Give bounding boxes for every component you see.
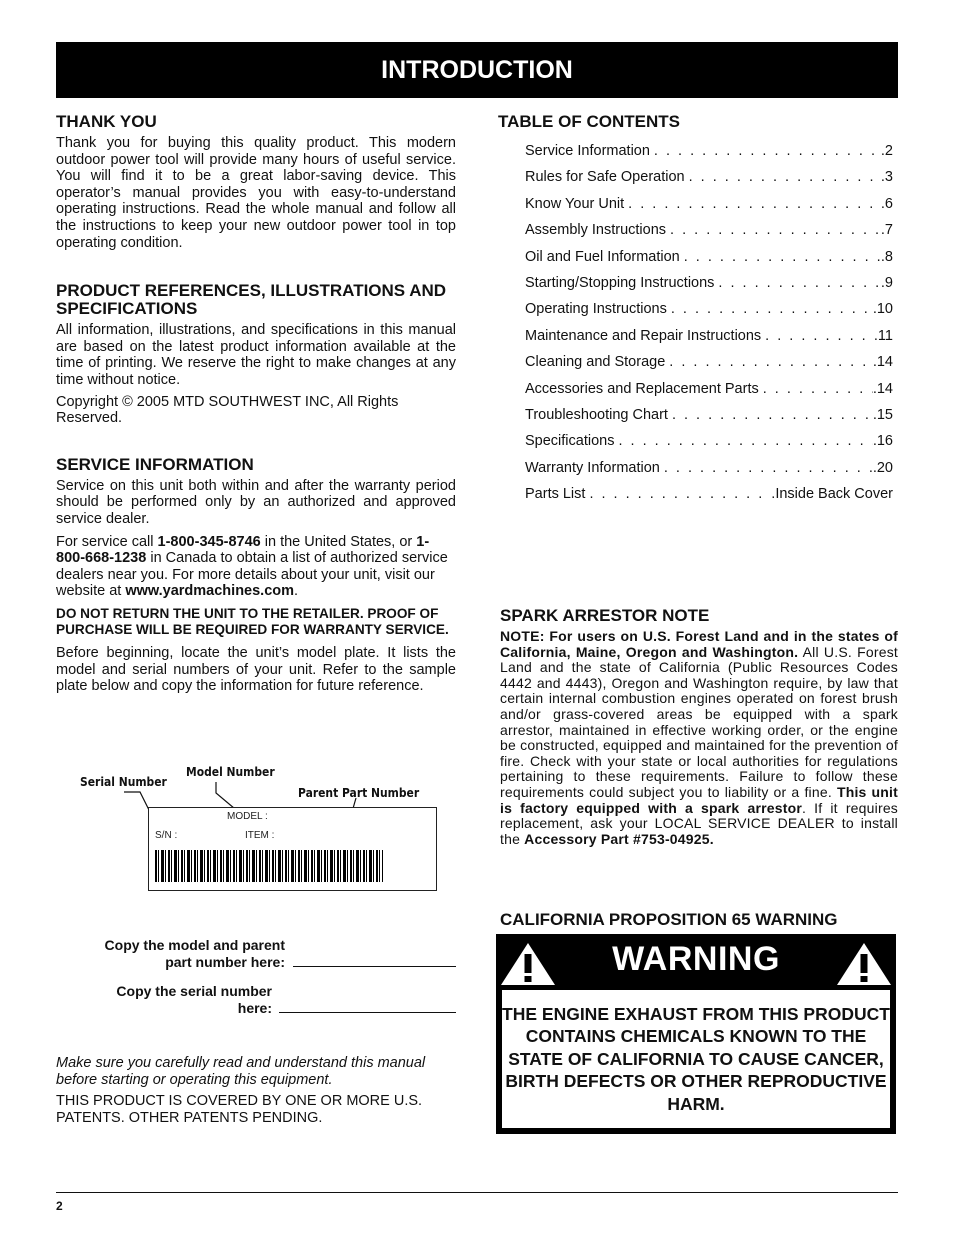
- toc-row[interactable]: [525, 143, 893, 169]
- section-banner: [56, 42, 898, 98]
- toc-leader-dots: [665, 354, 873, 370]
- warning-title: WARNING: [612, 940, 780, 978]
- toc-leader-dots: [660, 460, 873, 476]
- copy-serial-label: [56, 983, 272, 1017]
- left-column: [56, 113, 456, 695]
- plate-item-field: ITEM :: [245, 830, 275, 841]
- toc-heading: TABLE OF CONTENTS: [498, 112, 680, 131]
- toc-title: Service Information: [525, 143, 650, 159]
- toc-page: .3: [880, 169, 893, 186]
- table-of-contents: [498, 143, 893, 512]
- toc-title: Operating Instructions: [525, 301, 667, 318]
- barcode-graphic: [155, 850, 383, 882]
- service-heading: SERVICE INFORMATION: [56, 454, 254, 474]
- toc-row[interactable]: [525, 486, 893, 512]
- toc-leader-dots: [685, 169, 881, 185]
- toc-leader-dots: [680, 249, 881, 265]
- service-call-suffix: in Canada to obtain a list of authorized service dealers near you. For more details about your unit, visit our website at: [56, 550, 448, 600]
- toc-leader-dots: [624, 196, 881, 212]
- toc-title: Troubleshooting Chart: [525, 406, 668, 423]
- spark-heading: SPARK ARRESTOR NOTE: [500, 606, 710, 625]
- copy-model-label: [56, 937, 285, 971]
- toc-row[interactable]: [525, 249, 893, 275]
- thank-you-body: Thank you for buying this quality product. This modern outdoor power tool will provide many hours of useful service. You will find it to be a great labor-saving device. This operator’s manual provides you with easy-to-understand operating instructions. Read the whole manual and follow all the instructions to keep your new outdoor power tool in top operating condition.: [56, 135, 456, 251]
- copy-serial-line1: Copy the serial number: [116, 983, 272, 999]
- footer-rule: [56, 1192, 898, 1193]
- toc-title: Know Your Unit: [525, 195, 625, 212]
- prop65-warning-box: [496, 934, 896, 1134]
- service-call-prefix: For service call: [56, 533, 158, 550]
- spark-note-bold: NOTE: For users on U.S. Forest Land and in the states of California, Maine, Oregon and Washington.: [500, 628, 898, 660]
- copy-model-line1: Copy the model and parent: [104, 937, 285, 953]
- page-number: 2: [56, 1199, 63, 1213]
- toc-row[interactable]: [525, 354, 893, 380]
- toc-leader-dots: [666, 222, 881, 238]
- sample-plate: [148, 807, 437, 891]
- toc-page: .14: [872, 354, 893, 371]
- product-refs-body: All information, illustrations, and specifications in this manual are based on the latest product information available at the time of printing. We reserve the right to make changes at any time without notice.: [56, 322, 456, 388]
- spark-body-2: . If it requires replacement, ask your LOCAL SERVICE DEALER to install the: [500, 799, 899, 847]
- warning-text: [502, 990, 890, 1128]
- read-manual-note: Make sure you carefully read and understand this manual before starting or operating this equipment.: [56, 1055, 426, 1088]
- toc-leader-dots: [585, 486, 771, 502]
- serial-number-label: Serial Number: [80, 774, 167, 789]
- toc-page: .14: [872, 380, 893, 397]
- do-not-return-warning: DO NOT RETURN THE UNIT TO THE RETAILER. PROOF OF PURCHASE WILL BE REQUIRED FOR WARRANTY SERVICE.: [56, 605, 449, 638]
- copy-serial-line2: here:: [237, 1000, 272, 1016]
- spark-part-number: Accessory Part #753-04925.: [524, 830, 714, 847]
- toc-title: Starting/Stopping Instructions: [525, 274, 715, 291]
- warning-message: THE ENGINE EXHAUST FROM THIS PRODUCT CONTAINS CHEMICALS KNOWN TO THE STATE OF CALIFORNIA TO CAUSE CANCER, BIRTH DEFECTS OR OTHER REPRODUCTIVE HARM.: [502, 1003, 890, 1114]
- banner-title: INTRODUCTION: [381, 55, 573, 84]
- toc-leader-dots: [714, 275, 880, 291]
- toc-row[interactable]: [525, 196, 893, 222]
- patents-note: THIS PRODUCT IS COVERED BY ONE OR MORE U.S. PATENTS. OTHER PATENTS PENDING.: [56, 1093, 423, 1126]
- toc-title: Rules for Safe Operation: [525, 169, 685, 186]
- toc-leader-dots: [650, 143, 881, 159]
- toc-page: .8: [880, 248, 893, 265]
- copy-model-line2: part number here:: [165, 954, 285, 970]
- toc-page: .9: [880, 274, 893, 291]
- toc-title: Accessories and Replacement Parts: [525, 380, 759, 397]
- plate-sn-field: S/N :: [155, 830, 178, 841]
- toc-page: .15: [872, 406, 893, 423]
- plate-model-field: MODEL :: [227, 811, 268, 822]
- toc-title: Warranty Information: [525, 459, 660, 476]
- toc-row[interactable]: [525, 328, 893, 354]
- spark-body-bold: This unit is factory equipped with a spark arrestor: [500, 783, 898, 816]
- service-body: Service on this unit both within and after the warranty period should be performed only by an authorized and approved service dealer.: [56, 477, 456, 527]
- prop65-heading: CALIFORNIA PROPOSITION 65 WARNING: [500, 910, 838, 929]
- toc-leader-dots: [761, 328, 874, 344]
- spark-body-1: All U.S. Forest Land and the state of California (Public Resources Codes 4442 and 4443), Oregon and Washington require, by law that certain internal combustion engines operated on forest brush and/or grass-covered areas be equipped with a spark arrestor, maintained in effective working order, or the engine be constructed, equipped and maintained for the prevention of fire. Check with your state or local authorities for regulations pertaining to these requirements. Failure to follow these requirements could subject you to liability or a fine.: [500, 643, 898, 800]
- toc-leader-dots: [614, 433, 872, 449]
- toc-row[interactable]: [525, 407, 893, 433]
- toc-page: .10: [872, 301, 893, 318]
- toc-leader-dots: [667, 301, 873, 317]
- toc-row[interactable]: [525, 381, 893, 407]
- toc-page: .Inside Back Cover: [771, 486, 893, 503]
- closing-notes: [56, 1055, 458, 1126]
- right-column: [498, 113, 898, 512]
- service-call-mid: in the United States, or: [260, 533, 417, 550]
- warning-triangle-icon: [835, 941, 893, 987]
- toc-row[interactable]: [525, 169, 893, 195]
- spark-arrestor-section: [500, 607, 898, 847]
- toc-title: Oil and Fuel Information: [525, 248, 680, 265]
- toc-page: .6: [880, 195, 893, 212]
- toc-page: .16: [872, 433, 893, 450]
- phone-us: 1-800-345-8746: [157, 533, 261, 550]
- toc-page: .2: [880, 143, 893, 159]
- service-call-text: [56, 534, 456, 600]
- toc-title: Specifications: [525, 433, 615, 450]
- toc-page: .11: [873, 327, 893, 344]
- service-call-period: .: [294, 583, 299, 600]
- toc-row[interactable]: [525, 275, 893, 301]
- toc-title: Cleaning and Storage: [525, 354, 666, 371]
- model-plate-text: Before beginning, locate the unit’s model plate. It lists the model and serial numbers of your unit. Refer to the sample plate below and copy the information for future reference.: [56, 645, 456, 695]
- toc-row[interactable]: [525, 433, 893, 459]
- toc-page: .20: [872, 459, 893, 476]
- parent-part-number-label: Parent Part Number: [298, 785, 420, 800]
- product-refs-heading: PRODUCT REFERENCES, ILLUSTRATIONS AND SPECIFICATIONS: [56, 281, 447, 319]
- toc-row[interactable]: [525, 301, 893, 327]
- thank-you-heading: THANK YOU: [56, 112, 157, 131]
- model-plate-diagram: [56, 760, 456, 900]
- model-number-label: Model Number: [186, 764, 275, 779]
- toc-row[interactable]: [525, 222, 893, 248]
- website-link[interactable]: www.yardmachines.com: [125, 583, 295, 600]
- serial-number-blank[interactable]: [279, 1012, 456, 1013]
- toc-title: Parts List: [525, 486, 586, 503]
- toc-leader-dots: [759, 381, 873, 397]
- toc-title: Assembly Instructions: [525, 222, 667, 239]
- warning-header: [496, 934, 896, 990]
- toc-page: .7: [880, 222, 893, 239]
- toc-leader-dots: [668, 407, 873, 423]
- toc-title: Maintenance and Repair Instructions: [525, 327, 762, 344]
- spark-body: [500, 629, 898, 847]
- model-number-blank[interactable]: [293, 966, 456, 967]
- copyright-text: Copyright © 2005 MTD SOUTHWEST INC, All Rights Reserved.: [56, 393, 399, 427]
- toc-row[interactable]: [525, 460, 893, 486]
- phone-canada: 1-800-668-1238: [56, 533, 430, 567]
